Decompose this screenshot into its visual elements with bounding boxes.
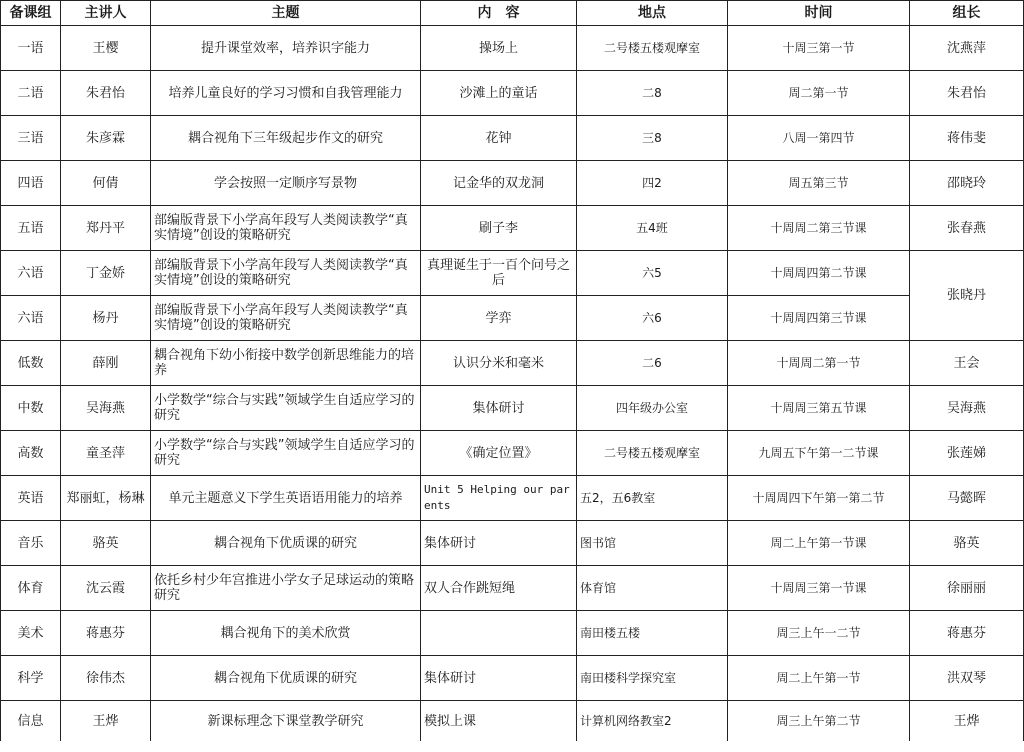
cell-group: 科学 [1,656,61,701]
cell-place: 三8 [577,116,728,161]
cell-content [421,611,577,656]
cell-content: 沙滩上的童话 [421,71,577,116]
cell-time: 十周周三第五节课 [728,386,910,431]
table-row [1,656,1024,701]
cell-topic: 小学数学“综合与实践”领域学生自适应学习的研究 [151,431,421,476]
cell-group: 音乐 [1,521,61,566]
cell-group: 六语 [1,251,61,296]
cell-topic: 提升课堂效率，培养识字能力 [151,26,421,71]
header-row [1,1,1024,26]
table-row [1,206,1024,251]
cell-place: 四年级办公室 [577,386,728,431]
cell-speaker: 王樱 [61,26,151,71]
cell-leader: 蒋伟斐 [910,116,1024,161]
cell-group: 六语 [1,296,61,341]
cell-speaker: 童圣萍 [61,431,151,476]
cell-topic: 小学数学“综合与实践”领域学生自适应学习的研究 [151,386,421,431]
cell-place: 六6 [577,296,728,341]
table-row [1,161,1024,206]
cell-leader: 徐丽丽 [910,566,1024,611]
cell-topic: 耦合视角下幼小衔接中数学创新思维能力的培养 [151,341,421,386]
cell-time: 周二第一节 [728,71,910,116]
cell-topic: 耦合视角下优质课的研究 [151,521,421,566]
cell-leader: 吴海燕 [910,386,1024,431]
table-row [1,71,1024,116]
cell-leader: 沈燕萍 [910,26,1024,71]
cell-speaker: 吴海燕 [61,386,151,431]
cell-content: 《确定位置》 [421,431,577,476]
cell-place: 图书馆 [577,521,728,566]
cell-group: 高数 [1,431,61,476]
cell-content: 集体研讨 [421,521,577,566]
table-row [1,296,1024,341]
cell-group: 一语 [1,26,61,71]
cell-content: 花钟 [421,116,577,161]
cell-leader: 王烨 [910,701,1024,742]
cell-time: 十周周三第一节课 [728,566,910,611]
cell-time: 十周周四下午第一第二节 [728,476,910,521]
table-row [1,386,1024,431]
header-time: 时间 [728,1,910,26]
cell-place: 五4班 [577,206,728,251]
cell-time: 十周周二第一节 [728,341,910,386]
cell-time: 周二上午第一节课 [728,521,910,566]
table-row [1,611,1024,656]
cell-speaker: 郑丹平 [61,206,151,251]
cell-leader: 骆英 [910,521,1024,566]
cell-speaker: 何倩 [61,161,151,206]
cell-topic: 部编版背景下小学高年段写人类阅读教学“真实情境”创设的策略研究 [151,251,421,296]
cell-content: 操场上 [421,26,577,71]
cell-group: 五语 [1,206,61,251]
cell-content: 模拟上课 [421,701,577,742]
cell-place: 体育馆 [577,566,728,611]
cell-group: 四语 [1,161,61,206]
cell-topic: 单元主题意义下学生英语语用能力的培养 [151,476,421,521]
cell-place: 南田楼科学探究室 [577,656,728,701]
cell-group: 三语 [1,116,61,161]
table-row [1,341,1024,386]
cell-topic: 学会按照一定顺序写景物 [151,161,421,206]
cell-speaker: 朱彦霖 [61,116,151,161]
cell-leader: 马懿晖 [910,476,1024,521]
header-place: 地点 [577,1,728,26]
cell-leader: 蒋惠芬 [910,611,1024,656]
cell-place: 二号楼五楼观摩室 [577,431,728,476]
cell-group: 美术 [1,611,61,656]
cell-topic: 耦合视角下的美术欣赏 [151,611,421,656]
cell-speaker: 徐伟杰 [61,656,151,701]
cell-topic: 部编版背景下小学高年段写人类阅读教学“真实情境”创设的策略研究 [151,296,421,341]
cell-time: 周二上午第一节 [728,656,910,701]
cell-time: 十周三第一节 [728,26,910,71]
cell-place: 六5 [577,251,728,296]
table-row [1,476,1024,521]
cell-speaker: 朱君怡 [61,71,151,116]
table-row [1,521,1024,566]
cell-place: 南田楼五楼 [577,611,728,656]
cell-leader: 张晓丹 [910,251,1024,341]
cell-time: 周三上午一二节 [728,611,910,656]
cell-content: 真理诞生于一百个问号之后 [421,251,577,296]
cell-group: 二语 [1,71,61,116]
cell-content: 集体研讨 [421,386,577,431]
cell-place: 二8 [577,71,728,116]
table-row [1,116,1024,161]
cell-time: 十周周二第三节课 [728,206,910,251]
cell-group: 体育 [1,566,61,611]
cell-place: 五2，五6教室 [577,476,728,521]
cell-group: 英语 [1,476,61,521]
cell-place: 四2 [577,161,728,206]
cell-content: 集体研讨 [421,656,577,701]
cell-leader: 邵晓玲 [910,161,1024,206]
table-row [1,566,1024,611]
table-row [1,26,1024,71]
cell-leader: 张春燕 [910,206,1024,251]
cell-group: 中数 [1,386,61,431]
cell-content: 认识分米和毫米 [421,341,577,386]
cell-time: 八周一第四节 [728,116,910,161]
cell-topic: 培养儿童良好的学习习惯和自我管理能力 [151,71,421,116]
cell-speaker: 沈云霞 [61,566,151,611]
header-leader: 组长 [910,1,1024,26]
cell-place: 二号楼五楼观摩室 [577,26,728,71]
header-topic: 主题 [151,1,421,26]
table-row [1,431,1024,476]
header-content: 内 容 [421,1,577,26]
cell-topic: 部编版背景下小学高年段写人类阅读教学“真实情境”创设的策略研究 [151,206,421,251]
cell-leader: 王会 [910,341,1024,386]
cell-speaker: 蒋惠芬 [61,611,151,656]
cell-content: 刷子李 [421,206,577,251]
cell-content: 双人合作跳短绳 [421,566,577,611]
cell-speaker: 薛刚 [61,341,151,386]
header-speaker: 主讲人 [61,1,151,26]
cell-speaker: 郑丽虹，杨琳 [61,476,151,521]
cell-speaker: 王烨 [61,701,151,742]
cell-time: 十周周四第三节课 [728,296,910,341]
cell-time: 十周周四第二节课 [728,251,910,296]
cell-topic: 新课标理念下课堂教学研究 [151,701,421,742]
cell-leader: 朱君怡 [910,71,1024,116]
cell-topic: 耦合视角下三年级起步作文的研究 [151,116,421,161]
header-group: 备课组 [1,1,61,26]
cell-group: 低数 [1,341,61,386]
cell-content: Unit 5 Helping our parents [421,476,577,521]
cell-content: 学弈 [421,296,577,341]
cell-time: 周五第三节 [728,161,910,206]
cell-time: 周三上午第二节 [728,701,910,742]
cell-content: 记金华的双龙洞 [421,161,577,206]
cell-topic: 依托乡村少年宫推进小学女子足球运动的策略研究 [151,566,421,611]
cell-place: 二6 [577,341,728,386]
table-row [1,701,1024,742]
cell-group: 信息 [1,701,61,742]
cell-place: 计算机网络教室2 [577,701,728,742]
cell-time: 九周五下午第一二节课 [728,431,910,476]
cell-leader: 洪双琴 [910,656,1024,701]
cell-topic: 耦合视角下优质课的研究 [151,656,421,701]
cell-speaker: 骆英 [61,521,151,566]
cell-speaker: 杨丹 [61,296,151,341]
cell-leader: 张莲娣 [910,431,1024,476]
table-row [1,251,1024,296]
cell-speaker: 丁金娇 [61,251,151,296]
